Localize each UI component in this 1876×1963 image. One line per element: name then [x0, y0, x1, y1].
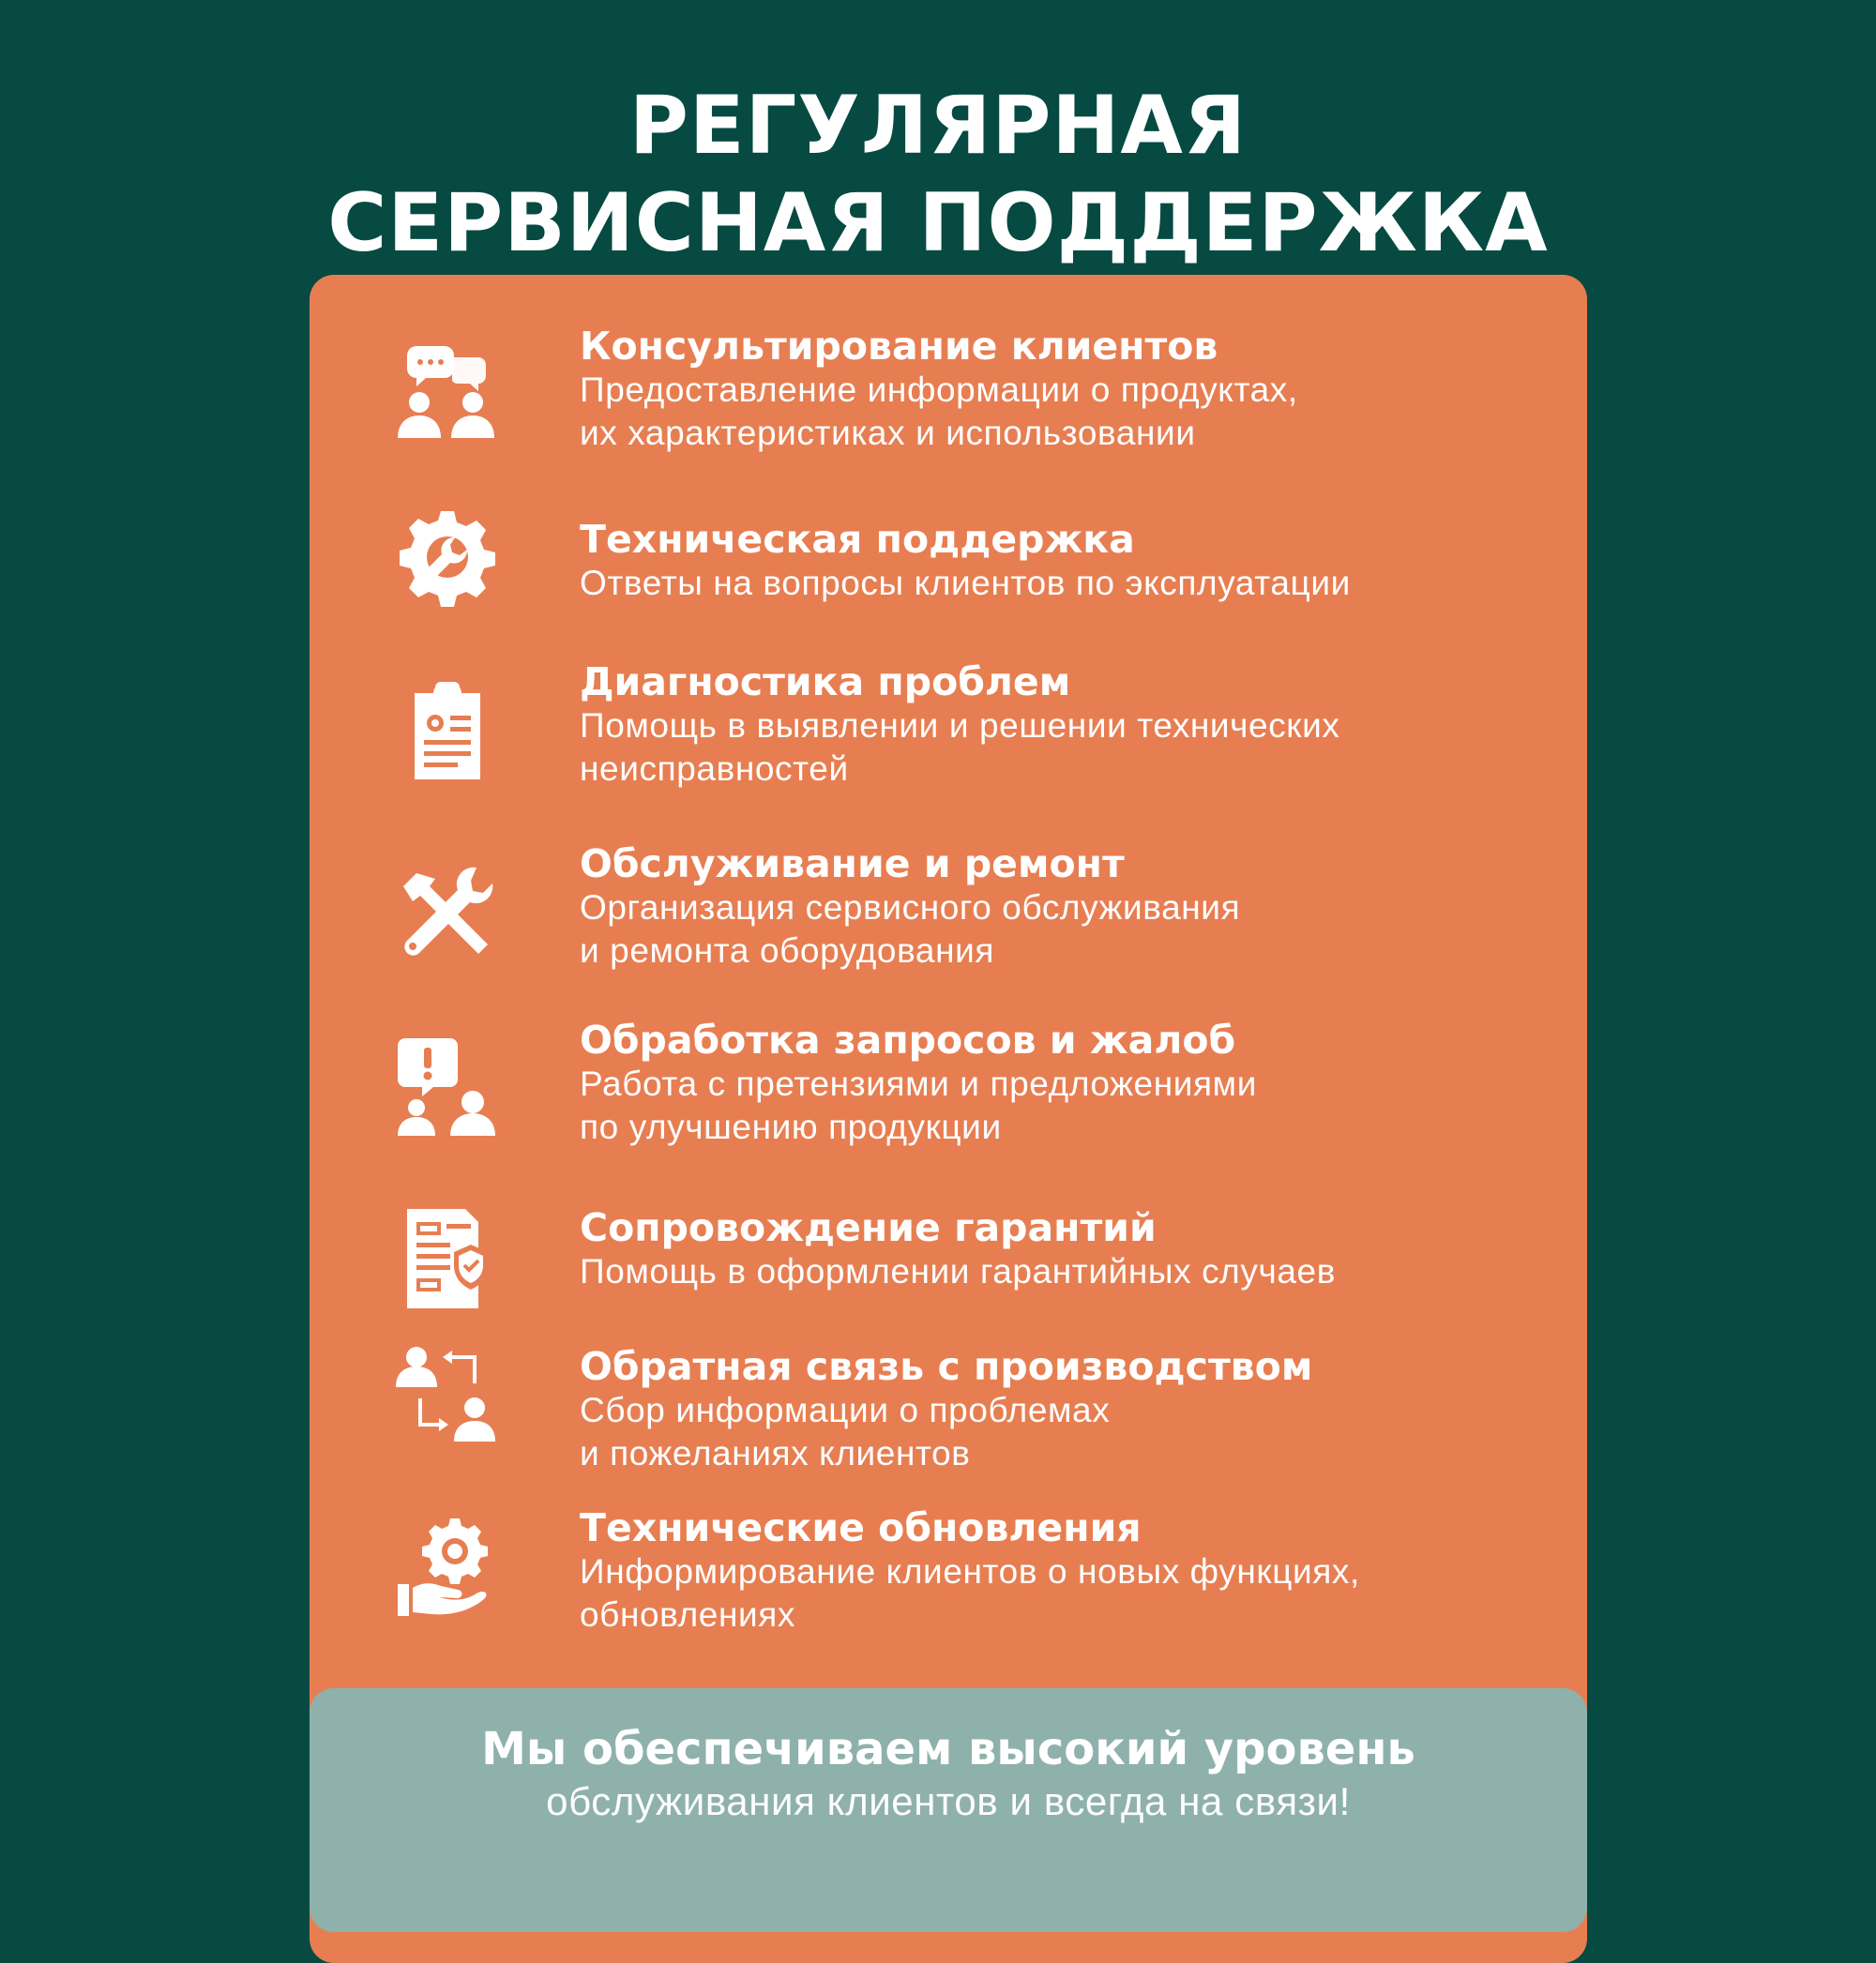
complaint-icon [396, 1036, 499, 1140]
footer-subline: обслуживания клиентов и всегда на связи! [546, 1779, 1351, 1823]
title-line-2: СЕРВИСНАЯ ПОДДЕРЖКА [327, 176, 1549, 270]
service-text [580, 1018, 1555, 1149]
clipboard-icon [396, 678, 499, 781]
service-title: Обслуживание и ремонт [580, 841, 1125, 886]
service-description: Информирование клиентов о новых функциях, обновлениях [580, 1552, 1360, 1634]
service-title: Сопровождение гарантий [580, 1205, 1157, 1250]
service-description: Работа с претензиями и предложениями по улучшению продукции [580, 1065, 1257, 1146]
service-title: Технические обновления [580, 1505, 1142, 1550]
service-description: Организация сервисного обслуживания и ремонта оборудования [580, 888, 1241, 970]
service-description: Предоставление информации о продуктах, их характеристиках и использовании [580, 370, 1298, 452]
service-title: Обратная связь с производством [580, 1344, 1313, 1389]
tools-icon [396, 862, 499, 965]
consultation-icon [396, 340, 499, 444]
title-line-1: РЕГУЛЯРНАЯ [628, 79, 1248, 173]
service-description: Помощь в оформлении гарантийных случаев [580, 1252, 1336, 1291]
gear-wrench-icon [396, 506, 499, 609]
service-text [580, 517, 1555, 605]
service-description: Помощь в выявлении и решении технических неисправностей [580, 706, 1340, 788]
footer-headline: Мы обеспечиваем высокий уровень [481, 1723, 1415, 1775]
service-description: Ответы на вопросы клиентов по эксплуатации [580, 564, 1351, 602]
service-title: Техническая поддержка [580, 517, 1135, 562]
footer-banner [310, 1688, 1587, 1932]
service-text [580, 841, 1555, 973]
service-text [580, 324, 1555, 455]
warranty-document-icon [396, 1207, 499, 1310]
service-description: Сбор информации о проблемах и пожеланиях клиентов [580, 1391, 1111, 1472]
service-text [580, 1344, 1555, 1475]
feedback-icon [396, 1344, 499, 1447]
service-text [580, 659, 1555, 791]
service-text [580, 1205, 1555, 1293]
service-title: Диагностика проблем [580, 659, 1071, 704]
gear-hand-icon [396, 1517, 499, 1620]
service-title: Обработка запросов и жалоб [580, 1018, 1236, 1063]
page-title [0, 77, 1876, 272]
service-text [580, 1505, 1555, 1637]
service-title: Консультирование клиентов [580, 324, 1218, 369]
